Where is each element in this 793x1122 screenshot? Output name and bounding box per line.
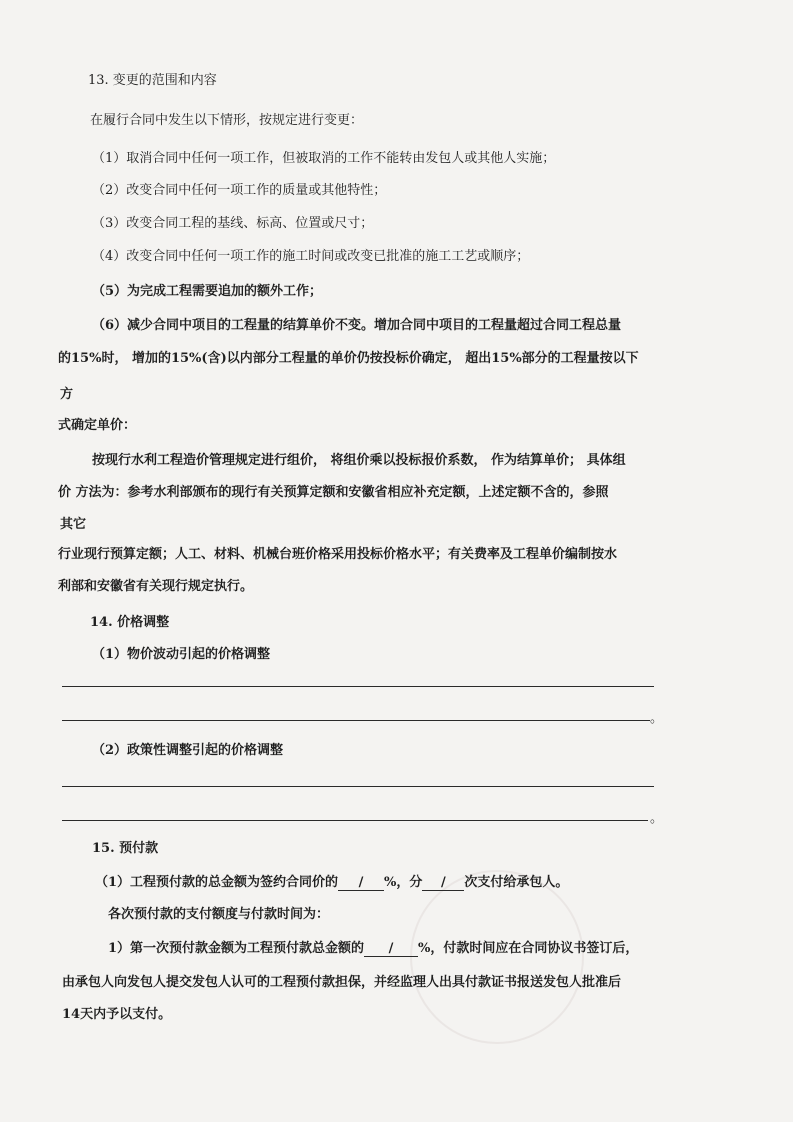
change-item-1: （1）取消合同中任何一项工作，但被取消的工作不能转由发包人或其他人实施；	[92, 151, 556, 166]
section-13-intro: 在履行合同中发生以下情形，按规定进行变更：	[90, 113, 364, 128]
fill-line-1	[62, 686, 654, 687]
change-item-3: （3）改变合同工程的基线、标高、位置或尺寸；	[92, 216, 374, 231]
pricing-line-2: 价 方法为：参考水利部颁布的现行有关预算定额和安徽省相应补充定额，上述定额不含的，参照	[58, 485, 609, 500]
change-item-6-wrap: 方	[60, 387, 74, 402]
section-15-heading: 15. 预付款	[92, 841, 159, 856]
first-advance-prefix: 1）第一次预付款金额为工程预付款总金额的	[108, 941, 365, 956]
section-13-heading: 13. 变更的范围和内容	[88, 73, 217, 88]
advance-total-middle: %，分	[384, 875, 423, 890]
advance-total-suffix: 次支付给承包人。	[464, 875, 569, 890]
fill-line-2	[62, 720, 650, 721]
fill-line-4	[62, 820, 648, 821]
advance-percent-blank: /	[338, 876, 384, 891]
first-advance-payment	[108, 940, 638, 958]
price-adjust-item-1: （1）物价波动引起的价格调整	[92, 647, 271, 662]
first-advance-condition: 由承包人向发包人提交发包人认可的工程预付款担保，并经监理人出具付款证书报送发包人批准后	[62, 975, 622, 990]
advance-total-prefix: （1）工程预付款的总金额为签约合同价的	[95, 875, 339, 890]
change-item-6-end: 式确定单价：	[58, 418, 137, 433]
price-adjust-item-2: （2）政策性调整引起的价格调整	[92, 743, 284, 758]
pricing-line-3: 其它	[60, 517, 87, 532]
advance-installments-blank: /	[422, 876, 464, 891]
pricing-line-4: 行业现行预算定额；人工、材料、机械台班价格采用投标价格水平；有关费率及工程单价编制按水	[58, 547, 618, 562]
fill-line-3	[62, 786, 654, 787]
pricing-line-1: 按现行水利工程造价管理规定进行组价， 将组价乘以投标报价系数， 作为结算单价； 具体组	[92, 453, 626, 468]
change-item-6-continued: 的15%时， 增加的15%(含)以内部分工程量的单价仍按投标价确定， 超出15%部分的工程量按以下	[58, 351, 639, 366]
fill-line-2-period: 。	[650, 711, 664, 726]
pricing-line-5: 利部和安徽省有关现行规定执行。	[58, 579, 254, 594]
change-item-2: （2）改变合同中任何一项工作的质量或其他特性；	[92, 183, 387, 198]
change-item-5: （5）为完成工程需要追加的额外工作；	[92, 284, 323, 299]
first-advance-suffix: %，付款时间应在合同协议书签订后，	[418, 941, 639, 956]
first-advance-deadline: 14天内予以支付。	[62, 1007, 172, 1022]
fill-line-4-period: 。	[650, 811, 664, 826]
change-item-6: （6）减少合同中项目的工程量的结算单价不变。增加合同中项目的工程量超过合同工程总量	[92, 318, 622, 333]
change-item-4: （4）改变合同中任何一项工作的施工时间或改变已批准的施工工艺或顺序；	[92, 249, 530, 264]
advance-payment-total	[95, 874, 568, 892]
advance-payment-schedule: 各次预付款的支付额度与付款时间为：	[108, 907, 330, 922]
section-14-heading: 14. 价格调整	[90, 615, 170, 630]
first-advance-percent-blank: /	[364, 942, 418, 957]
